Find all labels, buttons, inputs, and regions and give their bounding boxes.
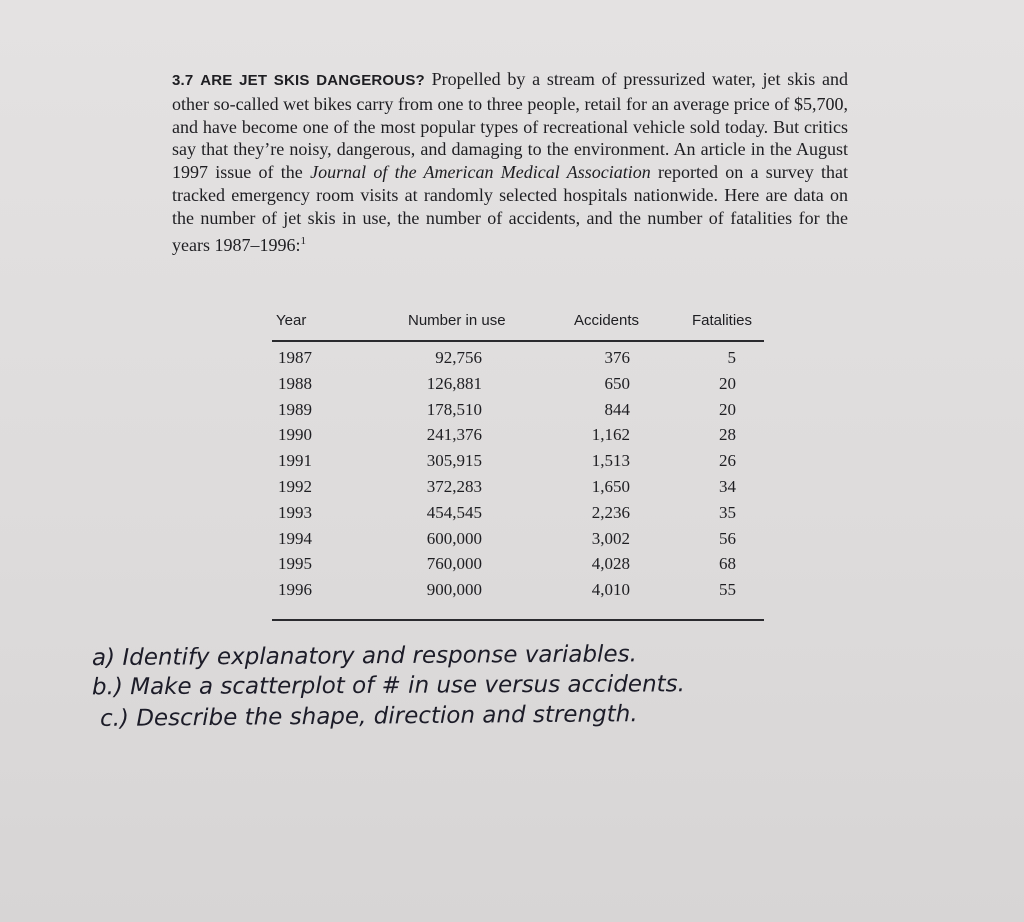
cell-fatalities: 20 bbox=[719, 399, 736, 419]
cell-number-in-use: 126,881 bbox=[426, 373, 482, 393]
table-row bbox=[272, 451, 764, 477]
footnote-mark: 1 bbox=[300, 234, 306, 247]
table-row bbox=[272, 400, 764, 426]
problem-text bbox=[172, 68, 848, 256]
data-table bbox=[272, 348, 764, 606]
question-b: b.) Make a scatterplot of # in use versus accidents. bbox=[91, 671, 686, 701]
cell-number-in-use: 372,283 bbox=[426, 476, 482, 496]
cell-fatalities: 55 bbox=[719, 580, 736, 600]
header-number-in-use: Number in use bbox=[408, 312, 506, 329]
table-row bbox=[272, 374, 764, 400]
cell-number-in-use: 241,376 bbox=[426, 425, 482, 445]
cell-accidents: 1,650 bbox=[591, 476, 630, 496]
journal-name: Journal of the American Medical Association bbox=[310, 162, 651, 183]
problem-body-2: reported on a survey that tracked emergency room visits at randomly selected hospitals nationwide. Here are data on the number of jet skis in use, the number of accidents, and the number of fatalities for the years 1987–1996: bbox=[172, 162, 849, 255]
table-header bbox=[272, 312, 764, 338]
cell-number-in-use: 600,000 bbox=[426, 528, 482, 548]
cell-accidents: 844 bbox=[604, 399, 630, 419]
cell-year: 1994 bbox=[278, 528, 312, 548]
cell-fatalities: 34 bbox=[719, 476, 736, 496]
table-row bbox=[272, 554, 764, 580]
header-accidents: Accidents bbox=[574, 312, 640, 329]
cell-number-in-use: 454,545 bbox=[426, 502, 482, 522]
cell-fatalities: 5 bbox=[727, 348, 736, 367]
cell-fatalities: 20 bbox=[719, 373, 736, 393]
header-year: Year bbox=[276, 312, 307, 329]
cell-accidents: 376 bbox=[604, 348, 630, 367]
cell-accidents: 3,002 bbox=[591, 528, 630, 548]
cell-year: 1990 bbox=[278, 425, 312, 445]
cell-fatalities: 26 bbox=[719, 451, 736, 471]
table-row bbox=[272, 503, 764, 529]
cell-accidents: 4,028 bbox=[591, 554, 630, 574]
cell-year: 1991 bbox=[278, 451, 312, 471]
cell-accidents: 2,236 bbox=[591, 502, 630, 522]
problem-number: 3.7 bbox=[172, 72, 194, 89]
cell-year: 1992 bbox=[278, 476, 312, 496]
cell-year: 1988 bbox=[278, 373, 312, 393]
table-row bbox=[272, 580, 764, 606]
cell-year: 1993 bbox=[278, 502, 312, 522]
question-a: a) Identify explanatory and response variables. bbox=[91, 641, 637, 672]
table-row bbox=[272, 348, 764, 374]
cell-year: 1987 bbox=[278, 348, 312, 367]
header-fatalities: Fatalities bbox=[692, 312, 753, 329]
cell-year: 1989 bbox=[278, 399, 312, 419]
cell-number-in-use: 305,915 bbox=[426, 451, 482, 471]
cell-year: 1995 bbox=[278, 554, 312, 574]
cell-number-in-use: 900,000 bbox=[426, 580, 482, 600]
cell-accidents: 4,010 bbox=[591, 580, 630, 600]
cell-fatalities: 68 bbox=[719, 554, 736, 574]
cell-number-in-use: 760,000 bbox=[426, 554, 482, 574]
table-top-rule bbox=[272, 340, 764, 342]
cell-fatalities: 56 bbox=[719, 528, 736, 548]
problem-body-1: Propelled by a stream of pressurized water, jet skis and other so-called wet bikes carry from one to three people, retail for an average price of $5,700, and have become one of the most popular types of recreational vehicle sold today. But critics say that they’re noisy, dangerous, and damaging to the environment. An article in the August 1997 issue of the bbox=[172, 69, 849, 183]
table-row bbox=[272, 477, 764, 503]
cell-accidents: 1,513 bbox=[591, 451, 630, 471]
table-row bbox=[272, 529, 764, 555]
cell-year: 1996 bbox=[278, 580, 312, 600]
cell-fatalities: 28 bbox=[719, 425, 736, 445]
problem-heading: ARE JET SKIS DANGEROUS? bbox=[200, 72, 425, 89]
cell-number-in-use: 178,510 bbox=[426, 399, 482, 419]
handwritten-questions bbox=[92, 640, 992, 730]
table-bottom-rule bbox=[272, 619, 764, 621]
cell-number-in-use: 92,756 bbox=[435, 348, 482, 367]
table-row bbox=[272, 425, 764, 451]
cell-fatalities: 35 bbox=[719, 502, 736, 522]
cell-accidents: 650 bbox=[604, 373, 630, 393]
cell-accidents: 1,162 bbox=[591, 425, 630, 445]
question-c: c.) Describe the shape, direction and strength. bbox=[99, 701, 638, 732]
